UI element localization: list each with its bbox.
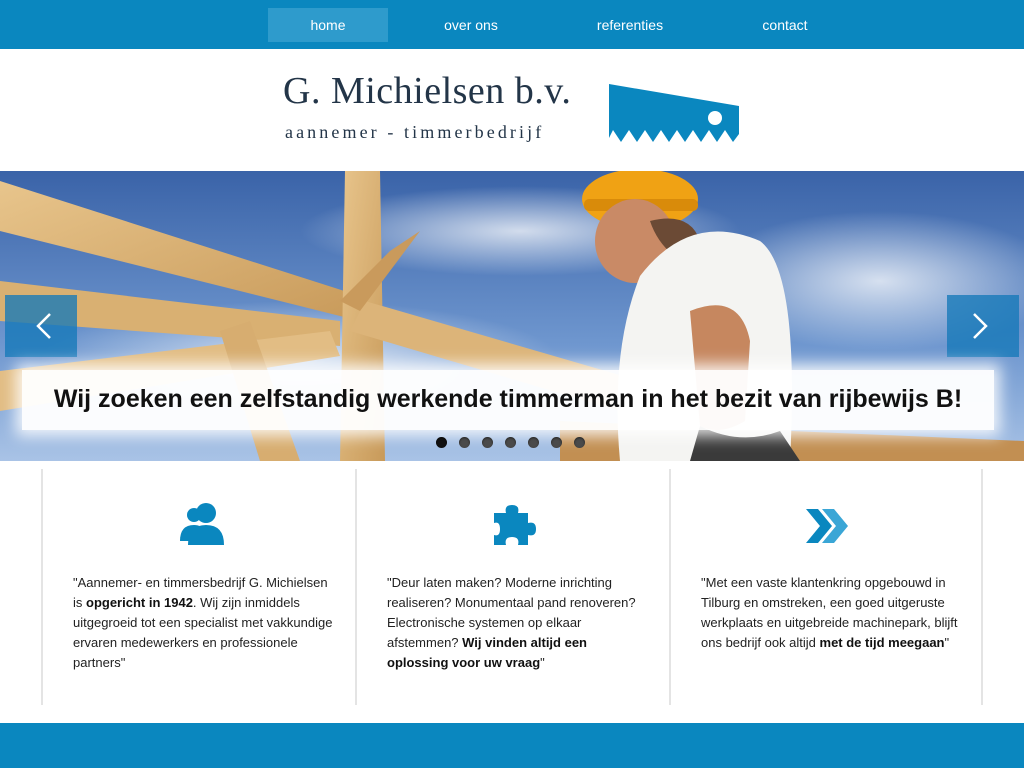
hero-banner <box>22 370 994 430</box>
feature-text <box>73 573 335 673</box>
slider-dot-6[interactable] <box>551 437 562 448</box>
slider-next-button[interactable] <box>947 295 1019 357</box>
chevron-left-icon <box>5 295 77 357</box>
feature-text-part: "Aannemer- en timmersbedrijf G. Michielsen is <box>73 575 328 610</box>
features-section <box>0 461 1024 723</box>
feature-column-services <box>356 469 670 705</box>
chevron-right-icon <box>947 295 1019 357</box>
slider-dot-1[interactable] <box>436 437 447 448</box>
nav-home[interactable]: home <box>268 8 388 42</box>
top-navigation <box>0 0 1024 49</box>
feature-text-part: . Wij zijn inmiddels uitgegroeid tot een specialist met vakkundige ervaren medewerkers en professionele partners" <box>73 595 333 670</box>
double-chevron-right-icon <box>800 501 856 551</box>
site-footer <box>0 723 1024 768</box>
feature-text-part: " <box>944 635 950 650</box>
feature-column-clients <box>670 469 984 705</box>
feature-text-part: "Deur laten maken? Moderne inrichting realiseren? Monumentaal pand renoveren? Electronische systemen op elkaar afstemmen? <box>387 575 636 650</box>
company-tagline: aannemer - timmerbedrijf <box>285 122 545 142</box>
saw-blade-icon[interactable] <box>607 84 741 148</box>
site-header <box>0 49 1024 171</box>
feature-text <box>701 573 963 653</box>
slider-dot-7[interactable] <box>574 437 585 448</box>
feature-text-highlight: Wij vinden altijd een oplossing voor uw vraag <box>387 635 588 670</box>
slider-prev-button[interactable] <box>5 295 77 357</box>
nav-over-ons[interactable]: over ons <box>444 17 498 33</box>
users-icon <box>172 501 228 551</box>
feature-text-part: "Met een vaste klantenkring opgebouwd in Tilburg en omstreken, een goed uitgeruste werkplaats en uitgebreide machinepark, blijft ons bedrijf ook altijd <box>701 575 958 650</box>
slider-dot-2[interactable] <box>459 437 470 448</box>
nav-referenties[interactable]: referenties <box>596 17 664 33</box>
hero-slider <box>0 171 1024 461</box>
feature-text-highlight: opgericht in 1942 <box>86 595 193 610</box>
nav-contact[interactable]: contact <box>762 17 808 33</box>
slider-dot-5[interactable] <box>528 437 539 448</box>
feature-column-history <box>42 469 356 705</box>
hero-banner-text: Wij zoeken een zelfstandig werkende timmerman in het bezit van rijbewijs B! <box>53 385 963 413</box>
feature-text-highlight: met de tijd meegaan <box>819 635 945 650</box>
slider-dot-3[interactable] <box>482 437 493 448</box>
company-name[interactable]: G. Michielsen b.v. <box>283 70 572 112</box>
feature-text-part: " <box>540 655 545 670</box>
feature-text <box>387 573 649 673</box>
puzzle-icon <box>486 501 542 551</box>
slider-dot-4[interactable] <box>505 437 516 448</box>
